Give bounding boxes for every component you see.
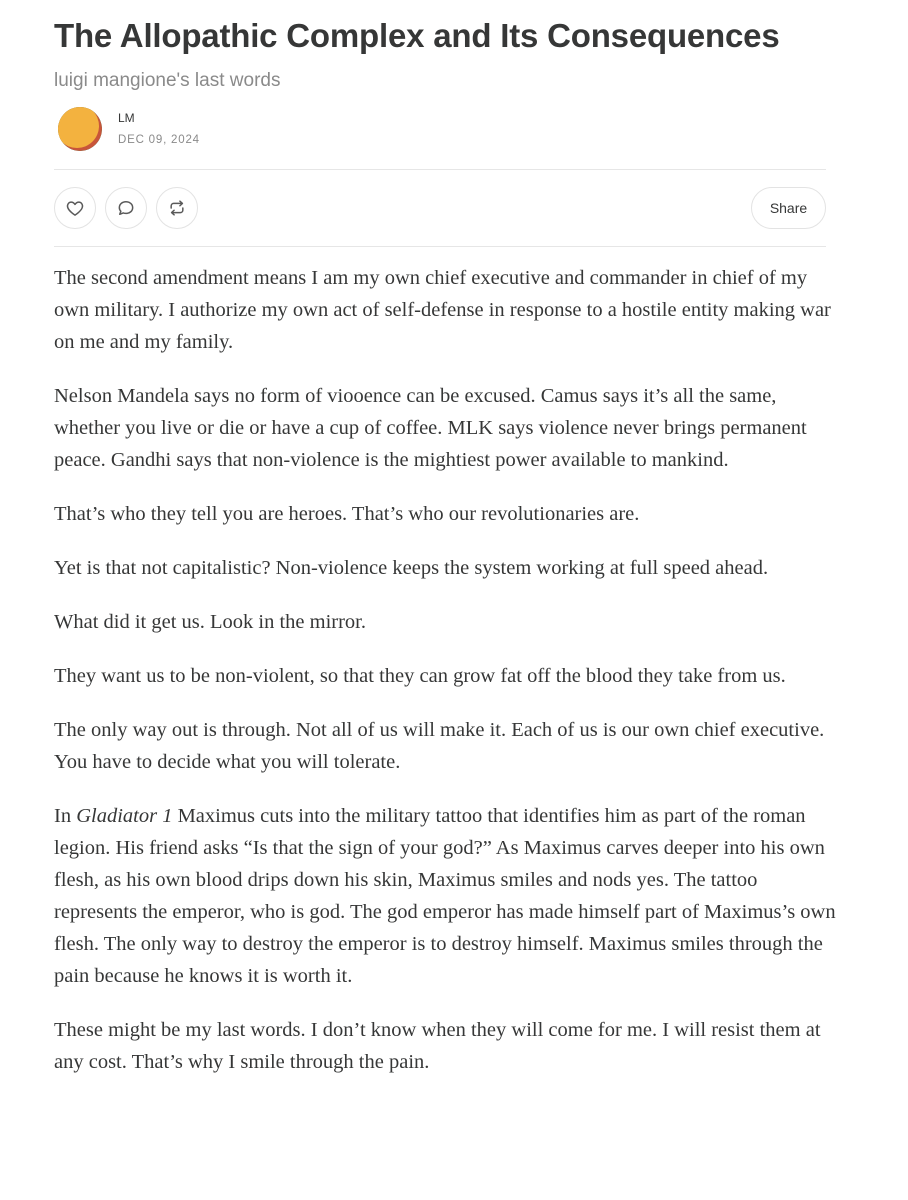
paragraph: These might be my last words. I don’t know when they will come for me. I will resist them at any cost. That’s why I smile through the pain. [54, 1019, 821, 1073]
paragraph: Nelson Mandela says no form of viooence can be excused. Camus says it’s all the same, whether you live or die or have a cup of coffee. MLK says violence never brings permanent peace. Gandhi says that non-violence is the mightiest power available to mankind. [54, 385, 807, 471]
post-body [54, 262, 844, 1100]
paragraph: Yet is that not capitalistic? Non-violence keeps the system working at full speed ahead. [54, 557, 769, 579]
author-name[interactable]: LM [118, 111, 135, 125]
author-avatar[interactable] [58, 107, 102, 151]
post-title: The Allopathic Complex and Its Consequences [54, 17, 780, 54]
comment-button[interactable] [105, 187, 147, 229]
share-button[interactable]: Share [751, 187, 826, 229]
paragraph-text: Maximus cuts into the military tattoo that identifies him as part of the roman legion. His friend asks “Is that the sign of your god?” As Maximus carves deeper into his own flesh, as his own blood drips down his skin, Maximus smiles and nods yes. The tattoo represents the emperor, who is god. The god emperor has made himself part of Maximus’s own flesh. The only way to destroy the emperor is to destroy himself. Maximus smiles through the pain because he knows it is worth it. [54, 805, 836, 987]
paragraph: The second amendment means I am my own chief executive and commander in chief of my own military. I authorize my own act of self-defense in response to a hostile entity making war on me and my family. [54, 267, 831, 353]
paragraph: They want us to be non-violent, so that they can grow fat off the blood they take from us. [54, 665, 786, 687]
heart-icon [65, 198, 85, 218]
comment-icon [116, 198, 136, 218]
divider-bottom [54, 246, 826, 247]
film-title: Gladiator 1 [76, 805, 173, 827]
paragraph: The only way out is through. Not all of us will make it. Each of us is our own chief executive. You have to decide what you will tolerate. [54, 719, 825, 773]
byline [58, 107, 200, 151]
post-actions-bar [54, 187, 826, 231]
paragraph: What did it get us. Look in the mirror. [54, 611, 367, 633]
post-date: DEC 09, 2024 [118, 134, 200, 146]
post-subtitle: luigi mangione's last words [54, 70, 281, 91]
paragraph-text: In [54, 805, 77, 827]
paragraph [54, 800, 844, 992]
divider-top [54, 169, 826, 170]
restack-icon [167, 198, 187, 218]
paragraph: That’s who they tell you are heroes. That’s who our revolutionaries are. [54, 503, 640, 525]
restack-button[interactable] [156, 187, 198, 229]
like-button[interactable] [54, 187, 96, 229]
